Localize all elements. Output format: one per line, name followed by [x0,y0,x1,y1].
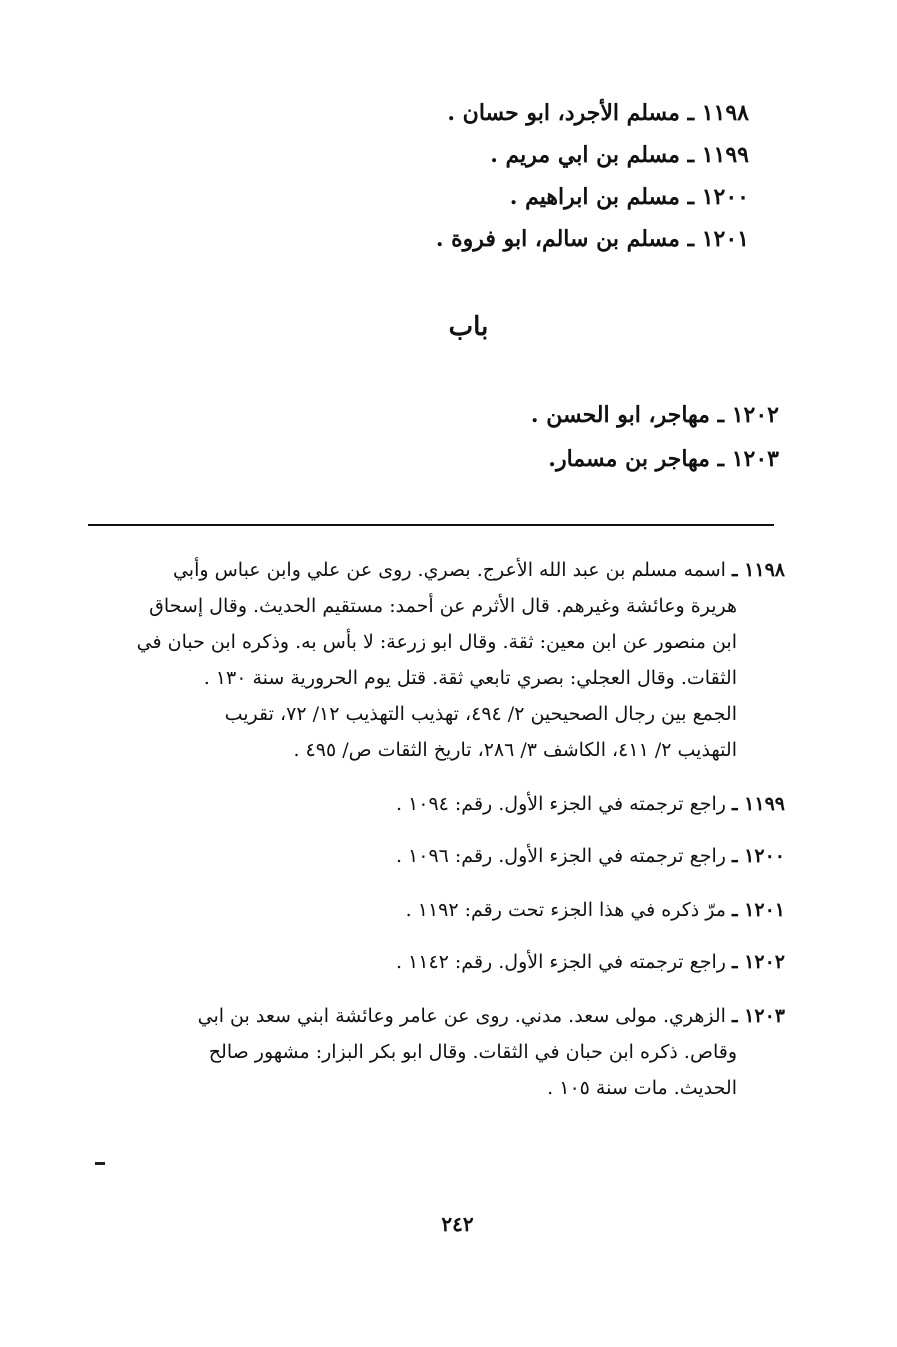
footnote-number: ١٢٠٠ ـ [731,845,785,867]
footnote-1203 [85,998,785,1106]
footnote-text: راجع ترجمته في الجزء الأول. رقم: ١١٤٢ . [395,951,726,973]
footnote-number: ١١٩٩ ـ [731,793,785,815]
footnote-number: ١٢٠٣ ـ [731,1005,785,1027]
page-number: ٢٤٢ [441,1212,474,1236]
footnote-number: ١٢٠٢ ـ [731,951,785,973]
entry-item: ١٢٠١ ـ مسلم بن سالم، ابو فروة . [435,226,749,252]
footnote-text: اسمه مسلم بن عبد الله الأعرج. بصري. روى عن علي وابن عباس وأبي [172,559,726,581]
footnote-1199 [85,786,785,822]
footnote-1200 [85,838,785,874]
footnote-1202 [85,944,785,980]
footnote-number: ١٢٠١ ـ [731,899,785,921]
footnote-text: مرّ ذكره في هذا الجزء تحت رقم: ١١٩٢ . [405,899,726,921]
entry-item: ١٢٠٣ ـ مهاجر بن مسمار. [548,446,779,472]
footnote-text: راجع ترجمته في الجزء الأول. رقم: ١٠٩٤ . [395,793,726,815]
entries-list-bab [359,393,779,481]
footnote-number: ١١٩٨ ـ [731,559,785,581]
margin-mark [95,1162,105,1165]
entry-item: ١٢٠٠ ـ مسلم بن ابراهيم . [509,184,749,210]
entry-item: ١١٩٨ ـ مسلم الأجرد، ابو حسان . [447,100,749,126]
footnote-line: هريرة وعائشة وغيرهم. قال الأثرم عن أحمد: مستقيم الحديث. وقال إسحاق [149,595,737,617]
entry-item: ١٢٠٢ ـ مهاجر، ابو الحسن . [530,402,779,428]
footnote-text: الزهري. مولى سعد. مدني. روى عن عامر وعائشة ابني سعد بن ابي [197,1005,726,1027]
footnotes [85,552,785,1106]
section-heading: باب [448,312,489,342]
footnote-1201 [85,892,785,928]
footnote-line: ابن منصور عن ابن معين: ثقة. وقال ابو زرعة: لا بأس به. وذكره ابن حبان في [136,631,737,653]
footnote-text: راجع ترجمته في الجزء الأول. رقم: ١٠٩٦ . [395,845,726,867]
entry-item: ١١٩٩ ـ مسلم بن ابي مريم . [490,142,749,168]
footnote-line: الثقات. وقال العجلي: بصري تابعي ثقة. قتل يوم الحرورية سنة ١٣٠ . [203,667,737,689]
footnote-line: الجمع بين رجال الصحيحين ٢/ ٤٩٤، تهذيب التهذيب ١٢/ ٧٢، تقريب [224,703,737,725]
footnote-line: التهذيب ٢/ ٤١١، الكاشف ٣/ ٢٨٦، تاريخ الثقات ص/ ٤٩٥ . [293,739,737,761]
footnote-line: وقاص. ذكره ابن حبان في الثقات. وقال ابو بكر البزار: مشهور صالح [208,1041,737,1063]
entries-list-top [329,92,749,260]
footnote-1198 [85,552,785,768]
footnote-line: الحديث. مات سنة ١٠٥ . [547,1077,737,1099]
footnote-divider [88,524,774,526]
